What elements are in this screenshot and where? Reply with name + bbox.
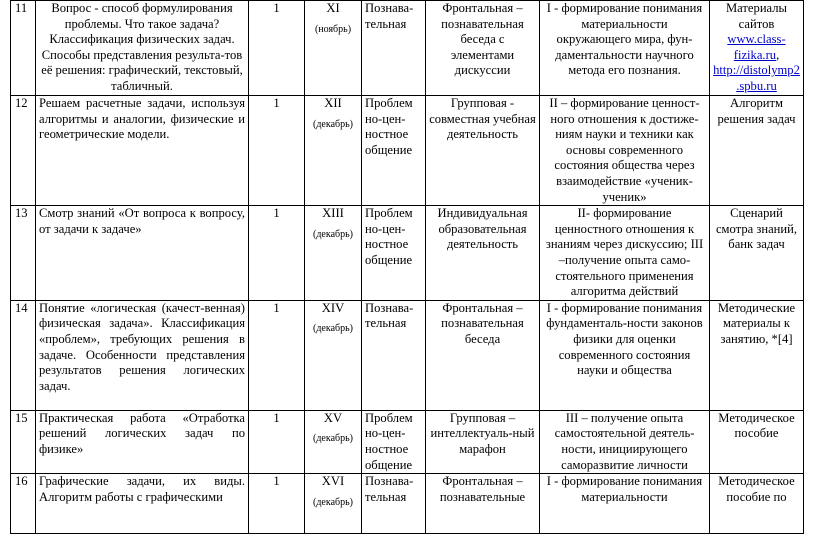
activity-type-cell: Проблем но-цен-ностное общение	[362, 96, 426, 206]
hours-cell: 1	[249, 410, 305, 473]
period-month-name: (декабрь)	[313, 496, 353, 508]
period-cell	[305, 410, 362, 473]
activity-type-cell: Познава-тельная	[362, 300, 426, 410]
lesson-plan-table	[10, 0, 804, 534]
topic-cell: Практическая работа «Отработка решений логических задач по физике»	[36, 410, 249, 473]
activity-type-cell: Проблем но-цен-ностное общение	[362, 410, 426, 473]
resource-cell: Алгоритм решения задач	[710, 96, 804, 206]
period-cell	[305, 96, 362, 206]
period-cell	[305, 1, 362, 96]
topic-cell: Смотр знаний «От вопроса к вопросу, от задачи к задаче»	[36, 206, 249, 301]
goal-cell: I - формирование понимания фундаменталь-ности законов физики для оценки современного состояния науки и общества	[540, 300, 710, 410]
goal-cell: III – получение опыта самостоятельной деятель-ности, инициирующего саморазвитие личности	[540, 410, 710, 473]
hours-cell: 1	[249, 1, 305, 96]
table-row	[11, 96, 804, 206]
goal-cell: II- формирование ценностного отношения к знаниям через дискуссию; III –получение опыта само-стоятельного применения алгоритма действий	[540, 206, 710, 301]
topic-cell: Вопрос - способ формулирования проблемы. Что такое задача? Классификация физических задач. Способы представления результа-тов её решения: графический, текстовый, табличный.	[36, 1, 249, 96]
resource-text: Материалы сайтов	[725, 1, 788, 31]
period-month-name: (ноябрь)	[314, 23, 352, 35]
activity-type-cell: Познава-тельная	[362, 1, 426, 96]
period-month-number: XII	[324, 96, 342, 110]
table-row	[11, 410, 804, 473]
row-number: 11	[11, 1, 36, 96]
form-cell: Групповая - совместная учебная деятельность	[426, 96, 540, 206]
period-month-number: XVI	[321, 474, 345, 489]
row-number: 12	[11, 96, 36, 206]
row-number: 15	[11, 410, 36, 473]
table-row	[11, 300, 804, 410]
resource-cell	[710, 1, 804, 96]
period-month-number: XIV	[321, 300, 345, 315]
form-cell: Фронтальная – познавательные	[426, 474, 540, 534]
goal-cell: II – формирование ценност-ного отношения к достиже-ниям науки и техники как основы современного состояния общества через взаимодействие «ученик-ученик»	[540, 96, 710, 206]
resource-link-class-fizika[interactable]: www.class-fizika.ru	[727, 32, 786, 62]
period-month-name: (декабрь)	[313, 323, 353, 335]
row-number: 14	[11, 300, 36, 410]
resource-link-distolymp[interactable]: http://distolymp2.spbu.ru	[713, 63, 800, 93]
period-month-number: XIII	[322, 206, 344, 221]
topic-cell: Графические задачи, их виды. Алгоритм работы с графическими	[36, 474, 249, 534]
table-row	[11, 206, 804, 301]
table-row	[11, 1, 804, 96]
period-month-name: (декабрь)	[313, 118, 353, 130]
form-cell: Индивидуальная образовательная деятельность	[426, 206, 540, 301]
link-separator: ,	[776, 47, 780, 62]
resource-cell: Методические материалы к занятию, *[4]	[710, 300, 804, 410]
goal-cell: I - формирование понимания материальности	[540, 474, 710, 534]
period-month-number: XI	[326, 1, 340, 15]
row-number: 13	[11, 206, 36, 301]
form-cell: Групповая – интеллектуаль-ный марафон	[426, 410, 540, 473]
resource-cell: Сценарий смотра знаний, банк задач	[710, 206, 804, 301]
activity-type-cell: Познава-тельная	[362, 474, 426, 534]
period-month-name: (декабрь)	[313, 228, 353, 240]
hours-cell: 1	[249, 300, 305, 410]
topic-cell: Решаем расчетные задачи, используя алгоритмы и аналогии, физические и геометрические модели.	[36, 96, 249, 206]
topic-cell: Понятие «логическая (качест-венная) физическая задача». Классификация «проблем», требующих решения в задаче. Особенности представления результатов решения логических задач.	[36, 300, 249, 410]
period-cell	[305, 474, 362, 534]
form-cell: Фронтальная – познавательная беседа	[426, 300, 540, 410]
form-cell: Фронтальная – познавательная беседа с элементами дискуссии	[426, 1, 540, 96]
activity-type-cell: Проблем но-цен-ностное общение	[362, 206, 426, 301]
period-month-number: XV	[323, 410, 343, 425]
table-row	[11, 474, 804, 534]
period-cell	[305, 300, 362, 410]
hours-cell: 1	[249, 474, 305, 534]
row-number: 16	[11, 474, 36, 534]
hours-cell: 1	[249, 206, 305, 301]
resource-cell: Методическое пособие по	[710, 474, 804, 534]
hours-cell: 1	[249, 96, 305, 206]
period-cell	[305, 206, 362, 301]
period-month-name: (декабрь)	[313, 433, 353, 445]
plan-table-page	[10, 0, 804, 534]
resource-cell: Методическое пособие	[710, 410, 804, 473]
goal-cell: I - формирование понимания материальности окружающего мира, фун-даментальности научного метода его познания.	[540, 1, 710, 96]
